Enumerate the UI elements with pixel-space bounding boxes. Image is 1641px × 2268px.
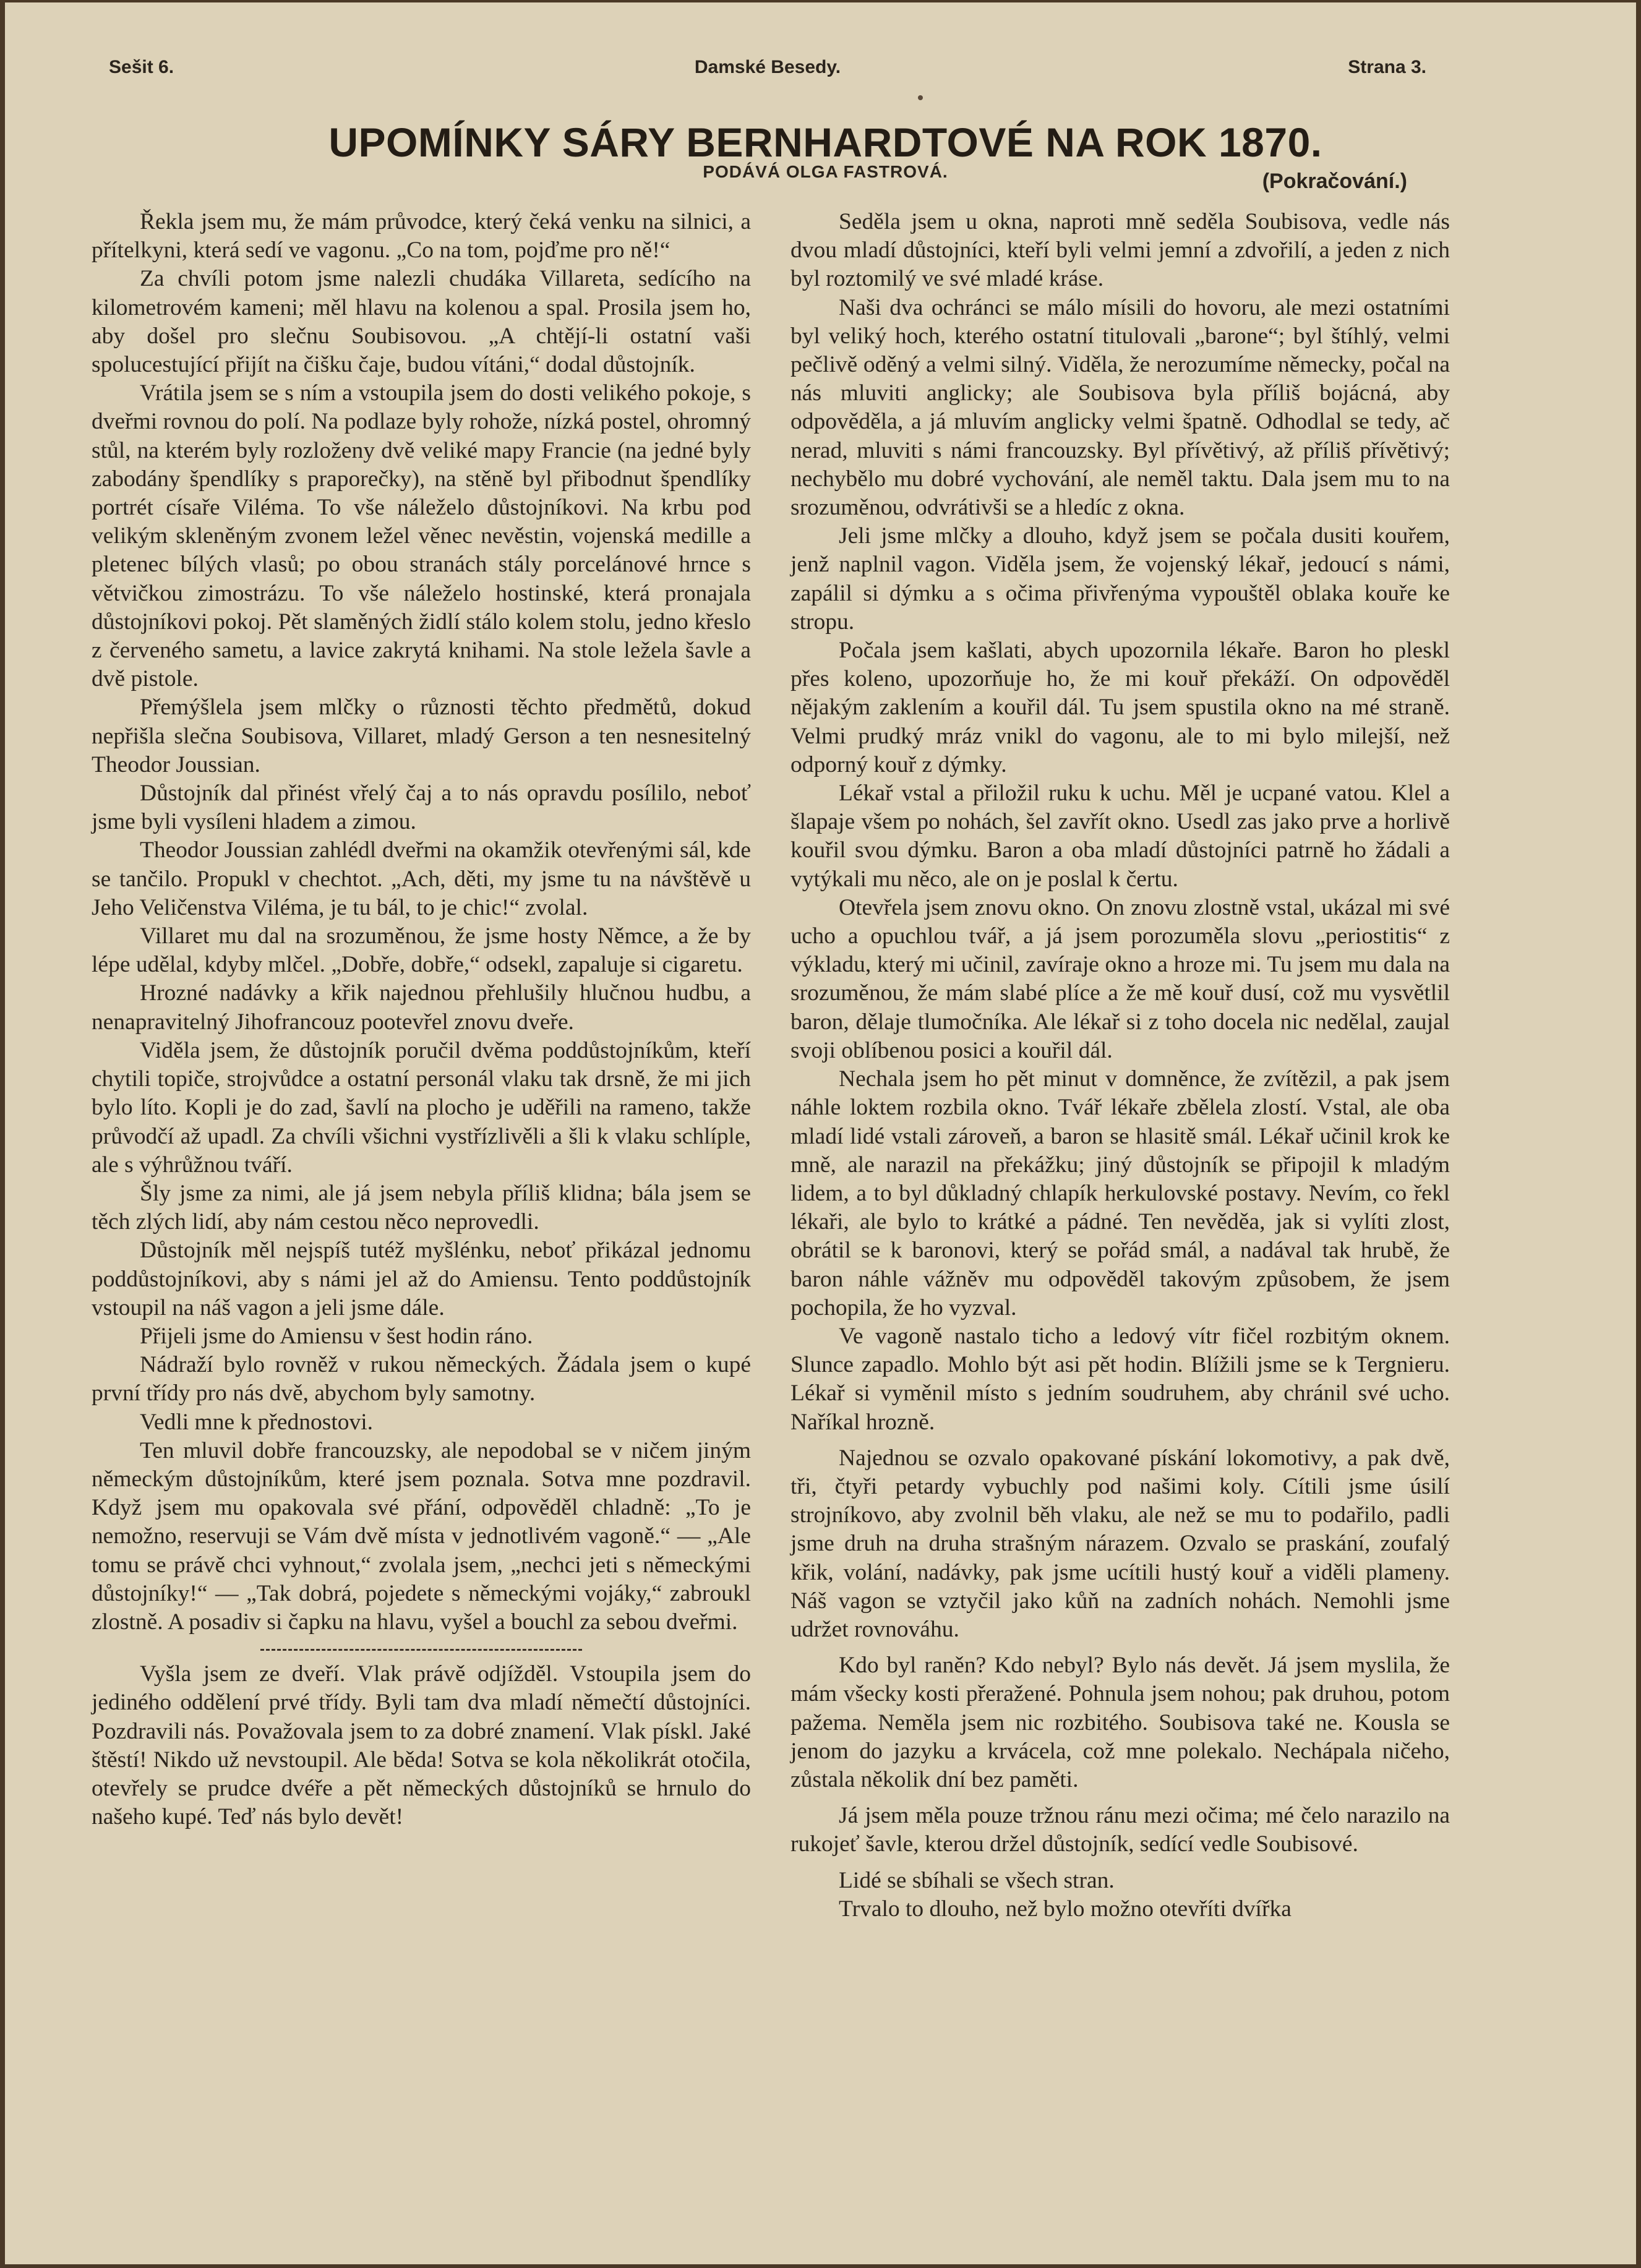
paragraph: Vrátila jsem se s ním a vstoupila jsem do dosti velikého pokoje, s dveřmi rovnou do polí. Na podlaze byly rohože, nízká postel, ohromný stůl, na kterém byly rozloženy dvě veliké mapy Francie (na jedné byly zabodány špendlíky s praporečky), na stěně byl přibodnut špendlíky portrét císaře Viléma. To vše náleželo důstojníkovi. Na krbu pod velikým skleněným zvonem ležel věnec nevěstin, vojenská medille a pletenec bílých vlasů; po obou stranách stály porcelánové hrnce s větvičkou zimostrázu. To vše náleželo hostinské, která pronajala důstojníkovi pokoj. Pět slaměných židlí stálo kolem stolu, jedno křeslo z červeného sametu, a lavice zakrytá knihami. Na stole ležela šavle a dvě pistole. bbox=[92, 380, 751, 692]
section-separator bbox=[92, 1639, 751, 1658]
paragraph: Šly jsme za nimi, ale já jsem nebyla příliš klidna; bála jsem se těch zlých lidí, aby nám cestou něco neprovedli. bbox=[92, 1180, 751, 1235]
paragraph: Důstojník dal přinést vřelý čaj a to nás opravdu posílilo, neboť jsme byli vysíleni hladem a zimou. bbox=[92, 781, 751, 835]
paragraph: Trvalo to dlouho, než bylo možno otevříti dvířka bbox=[839, 1896, 1292, 1922]
continued-note: (Pokračování.) bbox=[1262, 169, 1407, 193]
paragraph: Já jsem měla pouze tržnou ránu mezi očima; mé čelo narazilo na rukojeť šavle, kterou držel důstojník, sedící vedle Soubisové. bbox=[791, 1803, 1450, 1857]
paragraph: Jeli jsme mlčky a dlouho, když jsem se počala dusiti kouřem, jenž naplnil vagon. Viděla jsem, že vojenský lékař, jedoucí s námi, zapálil si dýmku a s očima přivřenýma vypouštěl oblaka kouře ke stropu. bbox=[791, 523, 1450, 635]
paragraph: Nádraží bylo rovněž v rukou německých. Žádala jsem o kupé první třídy pro nás dvě, abychom byly samotny. bbox=[92, 1352, 751, 1406]
paragraph: Přemýšlela jsem mlčky o různosti těchto předmětů, dokud nepřišla slečna Soubisova, Villaret, mladý Gerson a ten nesnesitelný Theodor Joussian. bbox=[92, 695, 751, 777]
left-column bbox=[92, 208, 751, 1831]
paragraph: Za chvíli potom jsme nalezli chudáka Villareta, sedícího na kilometrovém kameni; měl hlavu na kolenou a spal. Prosila jsem ho, aby došel pro slečnu Soubisovou. „A chtějí-li ostatní vaši spolucestující přijít na čišku čaje, budou vítáni,“ dodal důstojník. bbox=[92, 266, 751, 378]
paragraph: Lidé se sbíhali se všech stran. bbox=[839, 1867, 1115, 1893]
paragraph: Důstojník měl nejspíš tutéž myšlénku, neboť přikázal jednomu poddůstojníkovi, aby s námi jel až do Amiensu. Tento poddůstojník vstoupil na náš vagon a jeli jsme dále. bbox=[92, 1238, 751, 1320]
paragraph: Řekla jsem mu, že mám průvodce, který čeká venku na silnici, a přítelkyni, která sedí ve vagonu. „Co na tom, pojďme pro ně!“ bbox=[92, 209, 751, 263]
magazine-name: Damské Besedy. bbox=[694, 57, 841, 77]
paragraph: Theodor Joussian zahlédl dveřmi na okamžik otevřenými sál, kde se tančilo. Propukl v chechtot. „Ach, děti, my jsme tu na návštěvě u Jeho Veličenstva Viléma, je tu bál, to je chic!“ zvolal. bbox=[92, 837, 751, 920]
page-number: Strana 3. bbox=[1348, 57, 1426, 77]
paragraph: Otevřela jsem znovu okno. On znovu zlostně vstal, ukázal mi své ucho a opuchlou tvář, a já jsem porozuměla slovu „periostitis“ z výkladu, který mi učinil, zavíraje okno a hroze mi. Tu jsem mu dala na srozuměnou, že mám slabé plíce a že mě kouř dusí, což mu vysvětlil baron, dělaje tlumočníka. Ale lékař si z toho docela nic nedělal, zaujal svoji oblíbenou posici a kouřil dál. bbox=[791, 894, 1450, 1063]
paragraph: Počala jsem kašlati, abych upozornila lékaře. Baron ho pleskl přes koleno, upozorňuje ho, že mi kouř překáží. On odpověděl nějakým zaklením a kouřil dál. Tu jsem spustila okno na mé straně. Velmi prudký mráz vnikl do vagonu, ale to mi bylo milejší, než odporný kouř z dýmky. bbox=[791, 638, 1450, 777]
paragraph: Seděla jsem u okna, naproti mně seděla Soubisova, vedle nás dvou mladí důstojníci, kteří byli velmi jemní a zdvořilí, a jeden z nich byl roztomilý ve své mladé kráse. bbox=[791, 209, 1450, 292]
paragraph: Ve vagoně nastalo ticho a ledový vítr fičel rozbitým oknem. Slunce zapadlo. Mohlo být asi pět hodin. Blížili jsme se k Tergnieru. Lékař si vyměnil místo s jedním soudruhem, aby chránil své ucho. Naříkal hrozně. bbox=[791, 1323, 1450, 1435]
paragraph: Vedli mne k přednostovi. bbox=[140, 1409, 374, 1435]
paragraph: Villaret mu dal na srozuměnou, že jsme hosty Němce, a že by lépe udělal, kdyby mlčel. „Dobře, dobře,“ odsekl, zapaluje si cigaretu. bbox=[92, 923, 751, 978]
right-column bbox=[791, 208, 1450, 1924]
paragraph: Nechala jsem ho pět minut v domněnce, že zvítězil, a pak jsem náhle loktem rozbila okno. Tvář lékaře zbělela zlostí. Vstal, ale oba mladí lidé vstali zároveň, a baron se hlasitě smál. Lékař učinil krok ke mně, ale narazil na překážku; jiný důstojník se připojil k mladým lidem, a to byl důkladný chlapík herkulovské postavy. Nevím, co řekl lékaři, ale bylo to krátké a pádné. Ten nevěděa, jak si vylíti zlost, obrátil se k baronovi, který se pořád smál, a nadával tak hrubě, že baron náhle vážněv mu odpověděl takovým způsobem, že jsem pochopila, že ho vyzval. bbox=[791, 1066, 1450, 1320]
paragraph: Kdo byl raněn? Kdo nebyl? Bylo nás devět. Já jsem myslila, že mám všecky kosti přeražené. Pohnula jsem nohou; pak druhou, potom pažema. Neměla jsem nic rozbitého. Soubisova také ne. Kousla se jenom do jazyku a krvácela, což mne polekalo. Nechápala ničeho, zůstala několik dní bez paměti. bbox=[791, 1653, 1450, 1792]
paragraph: Ten mluvil dobře francouzsky, ale nepodobal se v ničem jiným německým důstojníkům, které jsem poznala. Sotva mne pozdravil. Když jsem mu opakovala své přání, odpověděl chladně: „To je nemožno, reservuji se Vám dvě místa v jednotlivém vagoně.“ — „Ale tomu se právě chci vyhnout,“ zvolala jsem, „nechci jeti s německými důstojníky!“ — „Tak dobrá, pojedete s německými vojáky,“ zabroukl zlostně. A posadiv si čapku na hlavu, vyšel a bouchl za sebou dveřmi. bbox=[92, 1437, 751, 1635]
paragraph: Přijeli jsme do Amiensu v šest hodin ráno. bbox=[140, 1323, 533, 1349]
article-title: UPOMÍNKY SÁRY BERNHARDTOVÉ NA ROK 1870. bbox=[328, 119, 1322, 165]
paragraph: Najednou se ozvalo opakované pískání lokomotivy, a pak dvě, tři, čtyři petardy vybuchly pod našimi koly. Cítili jsme úsilí strojníkovo, aby zvolnil běh vlaku, ale než se mu to podařilo, padli jsme druh na druha strašným nárazem. Ozvalo se praskání, zoufalý křik, volání, nadávky, pak jsme ucítili hustý kouř a viděli plameny. Náš vagon se vztyčil jako kůň na zadních nohách. Nemohli jsme udržet rovnováhu. bbox=[791, 1445, 1450, 1642]
paragraph: Hrozné nadávky a křik najednou přehlušily hlučnou hudbu, a nenapravitelný Jihofrancouz pootevřel znovu dveře. bbox=[92, 980, 751, 1035]
issue-number: Sešit 6. bbox=[109, 57, 174, 77]
article-byline: PODÁVÁ OLGA FASTROVÁ. bbox=[703, 162, 948, 181]
paragraph: Viděla jsem, že důstojník poručil dvěma poddůstojníkům, kteří chytili topiče, strojvůdce a ostatní personál vlaku tak drsně, že mi jich bylo líto. Kopli je do zad, šavlí na plocho je uděřili na rameno, takže průvodčí až upadl. Za chvíli všichni vystřízlivěli a šli k vlaku schlíple, ale s výhrůžnou tváří. bbox=[92, 1037, 751, 1178]
paragraph: Lékař vstal a přiložil ruku k uchu. Měl je ucpané vatou. Klel a šlapaje všem po nohách, šel zavřít okno. Usedl zas jako prve a horlivě kouřil svou dýmku. Baron a oba mladí důstojníci patrně ho žádali a vytýkali mu něco, ale on je poslal k čertu. bbox=[791, 781, 1450, 892]
ornament-dot bbox=[918, 95, 923, 100]
paragraph: Vyšla jsem ze dveří. Vlak právě odjížděl. Vstoupila jsem do jediného oddělení prvé třídy. Byli tam dva mladí němečtí důstojníci. Pozdravili nás. Považovala jsem to za dobré znamení. Vlak pískl. Jaké štěstí! Nikdo už nevstoupil. Ale běda! Sotva se kola několikrát otočila, otevřely se prudce dvéře a pět německých důstojníků se hrnulo do našeho kupé. Teď nás bylo devět! bbox=[92, 1661, 751, 1830]
running-head bbox=[109, 57, 1426, 82]
paragraph: Naši dva ochránci se málo mísili do hovoru, ale mezi ostatními byl veliký hoch, kterého ostatní titulovali „barone“; byl štíhlý, velmi pečlivě oděný a velmi silný. Viděla, že nerozumíme německy, počal na nás mluviti anglicky; ale Soubisova byla příliš bojácná, aby odpověděla, a já mluvím anglicky velmi špatně. Odhodlal se tedy, ač nerad, mluviti s námi francouzsky. Byl přívětivý, až příliš přívětivý; nechybělo mu dobré vychování, ale neměl taktu. Dala jsem mu to na srozuměnou, odvrátivši se a hledíc z okna. bbox=[791, 294, 1450, 521]
